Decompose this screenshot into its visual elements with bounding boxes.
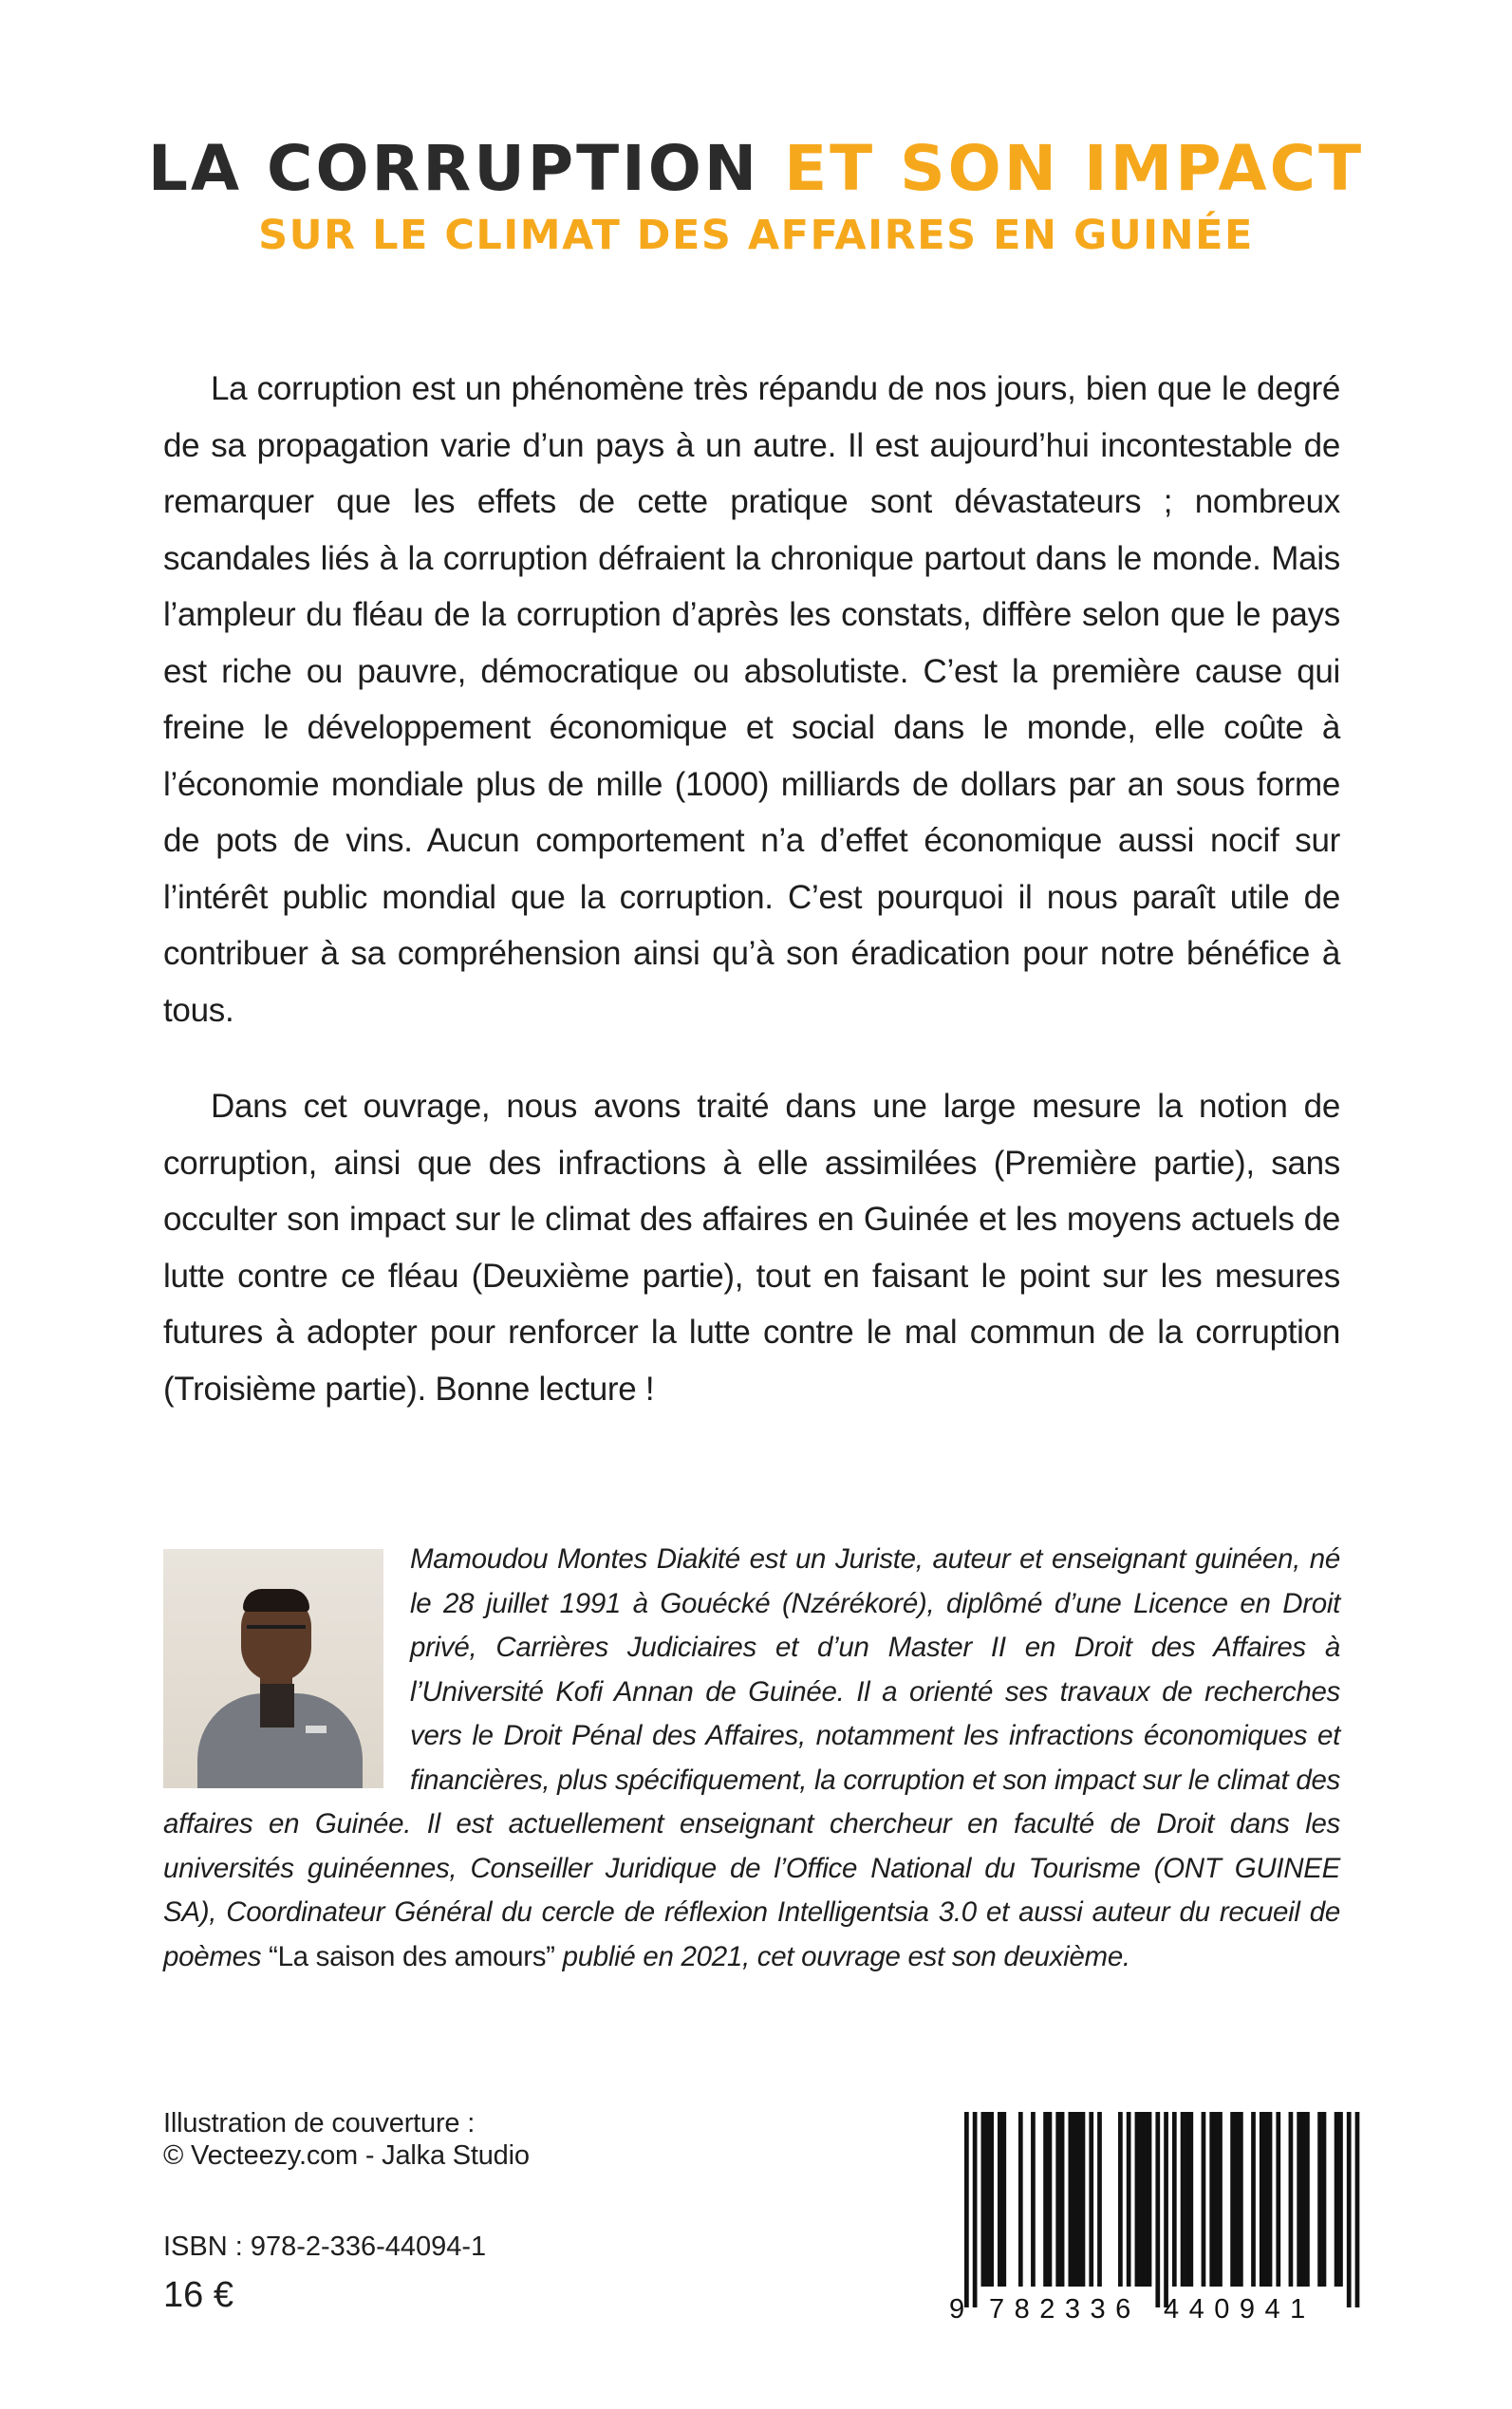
barcode-bar bbox=[985, 2112, 990, 2287]
barcode-left-group: 782336 bbox=[989, 2294, 1141, 2325]
barcode-bar bbox=[981, 2112, 986, 2287]
title-part-accent: ET SON IMPACT bbox=[784, 132, 1365, 205]
barcode-bar bbox=[1139, 2112, 1144, 2287]
barcode-bar bbox=[1097, 2112, 1102, 2287]
barcode-bar bbox=[1089, 2112, 1093, 2287]
barcode-bar bbox=[1297, 2112, 1301, 2287]
barcode-bar bbox=[1118, 2112, 1123, 2287]
barcode-bar bbox=[1185, 2112, 1189, 2287]
author-section bbox=[163, 1538, 1340, 1979]
barcode-bar bbox=[1001, 2112, 1006, 2287]
barcode-guard-bar bbox=[973, 2112, 978, 2307]
barcode-guard-bar bbox=[1347, 2112, 1352, 2307]
barcode-bar bbox=[1127, 2112, 1131, 2287]
barcode-bar bbox=[1076, 2112, 1081, 2287]
barcode-first-digit: 9 bbox=[949, 2294, 965, 2325]
barcode-bar bbox=[1239, 2112, 1243, 2287]
barcode-bar bbox=[1230, 2112, 1235, 2287]
barcode-bar bbox=[1218, 2112, 1223, 2287]
title-main-line bbox=[0, 131, 1512, 207]
barcode-bar bbox=[1188, 2112, 1193, 2287]
barcode-bar bbox=[1276, 2112, 1280, 2287]
barcode-bar bbox=[1073, 2112, 1077, 2287]
barcode-bar bbox=[1055, 2112, 1060, 2287]
barcode-bar bbox=[1048, 2112, 1053, 2287]
barcode-bar bbox=[1068, 2112, 1073, 2287]
barcode-bar bbox=[1301, 2112, 1306, 2287]
summary-paragraph-2: Dans cet ouvrage, nous avons traité dans une large mesure la notion de corruption, ainsi que des infractions à elle assimilées (Première partie), sans occulter son impact sur le climat des affaires en Guinée et les moyens actuels de lutte contre ce fléau (Deuxième partie), tout en faisant le point sur les mesures futures à adopter pour renforcer la lutte contre le mal commun de la corruption (Troisième partie). Bonne lecture ! bbox=[163, 1088, 1340, 1408]
credits-source: © Vecteezy.com - Jalka Studio bbox=[163, 2140, 530, 2171]
price: 16 € bbox=[163, 2275, 233, 2315]
barcode-bar bbox=[1251, 2112, 1256, 2287]
credits-label: Illustration de couverture : bbox=[163, 2108, 476, 2138]
barcode-bar bbox=[1209, 2112, 1214, 2287]
author-previous-book: “La saison des amours” bbox=[269, 1940, 555, 1972]
barcode-bar bbox=[1060, 2112, 1065, 2287]
isbn-number: ISBN : 978-2-336-44094-1 bbox=[163, 2232, 487, 2262]
author-photo bbox=[163, 1549, 383, 1788]
barcode-bar bbox=[1268, 2112, 1273, 2287]
cover-credits bbox=[163, 2107, 530, 2172]
author-bio-text: Mamoudou Montes Diakité est un Juriste, auteur et enseignant guinéen, né le 28 juillet 1991 à Gouécké (Nzérékoré), diplômé d’une Licence en Droit privé, Carrières Judiciaires et d’un Master II en Droit des Affaires à l’Université Kofi Annan de Guinée. Il a orienté ses travaux de recherches vers le Droit Pénal des Affaires, notamment les infractions économiques et financières, plus spécifiquement, la corruption et son impact sur le climat des affaires en Guinée. Il est actuellement enseignant chercheur en faculté de Droit dans les universités guinéennes, Conseiller Juridique de l’Office National du Tourisme (ONT GUINEE SA), Coordinateur Général du cercle de réflexion Intelligentsia 3.0 et aussi auteur du recueil de poèmes bbox=[163, 1543, 1340, 1972]
barcode-bar bbox=[1335, 2112, 1339, 2287]
barcode-bar bbox=[1202, 2112, 1206, 2287]
barcode-guard-bar bbox=[1355, 2112, 1360, 2307]
summary-text bbox=[163, 361, 1340, 1417]
barcode-bar bbox=[1214, 2112, 1219, 2287]
barcode-bar bbox=[1172, 2112, 1177, 2287]
barcode-bar bbox=[1235, 2112, 1240, 2287]
summary-paragraph-1: La corruption est un phénomène très répandu de nos jours, bien que le degré de sa propagation varie d’un pays à un autre. Il est aujourd’hui incontestable de remarquer que les effets de cette pratique sont dévastateurs ; nombreux scandales liés à la corruption défraient la chronique partout dans le monde. Mais l’ampleur du fléau de la corruption d’après les constats, diffère selon que le pays est riche ou pauvre, démocratique ou absolutiste. C’est la première cause qui freine le développement économique et social dans le monde, elle coûte à l’économie mondiale plus de mille (1000) milliards de dollars par an sous forme de pots de vins. Aucun comportement n’a d’effet économique aussi nocif sur l’intérêt public mondial que la corruption. C’est pourquoi il nous paraît utile de contribuer à sa compréhension ainsi qu’à son éradication pour notre bénéfice à tous. bbox=[163, 370, 1340, 1029]
barcode-bar bbox=[998, 2112, 1002, 2287]
title-subtitle: SUR LE CLIMAT DES AFFAIRES EN GUINÉE bbox=[258, 212, 1254, 259]
barcode-bars bbox=[964, 2112, 1359, 2307]
author-bio-end: publié en 2021, cet ouvrage est son deuxième. bbox=[554, 1940, 1130, 1972]
barcode-right-group: 440941 bbox=[1164, 2294, 1316, 2325]
barcode-bar bbox=[1263, 2112, 1268, 2287]
barcode-bar bbox=[1148, 2112, 1152, 2287]
barcode-bar bbox=[1260, 2112, 1264, 2287]
barcode-bar bbox=[989, 2112, 994, 2287]
barcode-guard-bar bbox=[1155, 2112, 1160, 2307]
barcode-guard-bar bbox=[1164, 2112, 1168, 2307]
barcode-bar bbox=[1317, 2112, 1322, 2287]
barcode-bar bbox=[1031, 2112, 1036, 2287]
barcode-bar bbox=[1305, 2112, 1310, 2287]
barcode-bar bbox=[1043, 2112, 1048, 2287]
title-part-dark: LA CORRUPTION bbox=[147, 132, 760, 205]
book-title bbox=[0, 131, 1512, 262]
barcode-bar bbox=[1322, 2112, 1327, 2287]
barcode bbox=[949, 2112, 1359, 2330]
barcode-bar bbox=[1338, 2112, 1343, 2287]
barcode-bar bbox=[1289, 2112, 1294, 2287]
barcode-bar bbox=[1018, 2112, 1023, 2287]
barcode-bar bbox=[1143, 2112, 1148, 2287]
barcode-bar bbox=[1081, 2112, 1086, 2287]
barcode-bar bbox=[1181, 2112, 1185, 2287]
barcode-guard-bar bbox=[964, 2112, 969, 2307]
barcode-bar bbox=[1135, 2112, 1140, 2287]
